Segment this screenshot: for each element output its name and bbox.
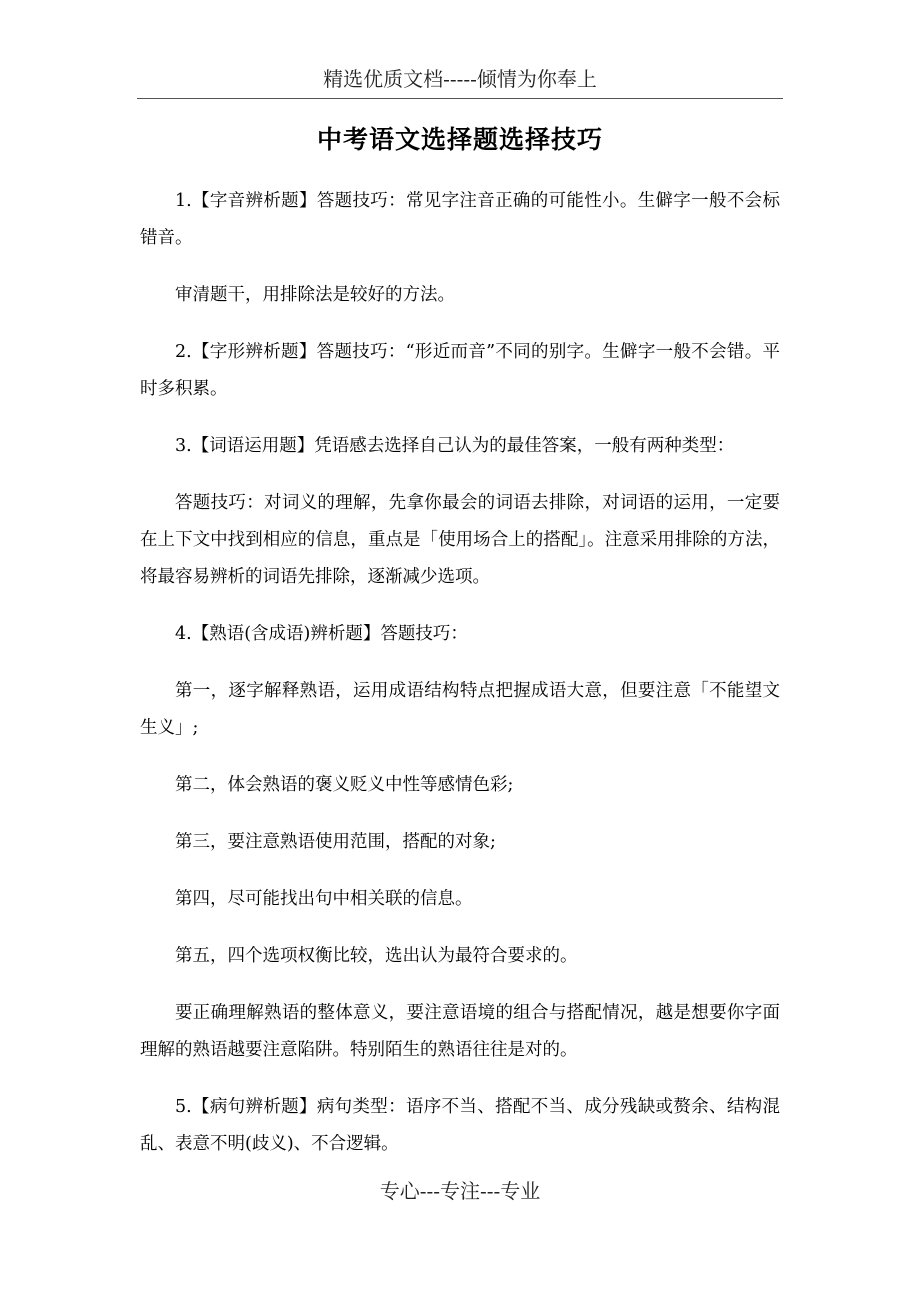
paragraph: 第三，要注意熟语使用范围，搭配的对象;: [175, 832, 496, 852]
paragraph: 3.【词语运用题】凭语感去选择自己认为的最佳答案，一般有两种类型：: [175, 436, 735, 456]
document-body: [140, 183, 780, 1183]
paragraph: 要正确理解熟语的整体意义，要注意语境的组合与搭配情况，越是想要你字面理解的熟语越要注意陷阱。特别陌生的熟语往往是对的。: [140, 1003, 780, 1060]
header-divider: [137, 98, 783, 99]
paragraph: 5.【病句辨析题】病句类型：语序不当、搭配不当、成分残缺或赘余、结构混乱、表意不明(歧义)、不合逻辑。: [140, 1097, 780, 1154]
paragraph: 第二，体会熟语的褒义贬义中性等感情色彩;: [175, 775, 514, 795]
paragraph: 第五，四个选项权衡比较，选出认为最符合要求的。: [175, 946, 578, 966]
document-title: 中考语文选择题选择技巧: [316, 125, 603, 154]
paragraph: 第一，逐字解释熟语，运用成语结构特点把握成语大意，但要注意「不能望文生义」;: [140, 681, 780, 738]
paragraph: 2.【字形辨析题】答题技巧：“形近而音”不同的别字。生僻字一般不会错。平时多积累。: [140, 342, 780, 399]
page-footer: 专心---专注---专业: [379, 1179, 541, 1203]
page-header: 精选优质文档-----倾情为你奉上: [323, 67, 597, 91]
paragraph: 答题技巧：对词义的理解，先拿你最会的词语去排除，对词语的运用，一定要在上下文中找到相应的信息，重点是「使用场合上的搭配」。注意采用排除的方法，将最容易辨析的词语先排除，逐渐减少选项。: [140, 493, 780, 587]
paragraph: 审清题干，用排除法是较好的方法。: [175, 285, 455, 305]
paragraph: 第四，尽可能找出句中相关联的信息。: [175, 889, 473, 909]
paragraph: 4.【熟语(含成语)辨析题】答题技巧：: [175, 624, 468, 644]
paragraph: 1.【字音辨析题】答题技巧：常见字注音正确的可能性小。生僻字一般不会标错音。: [140, 191, 780, 248]
